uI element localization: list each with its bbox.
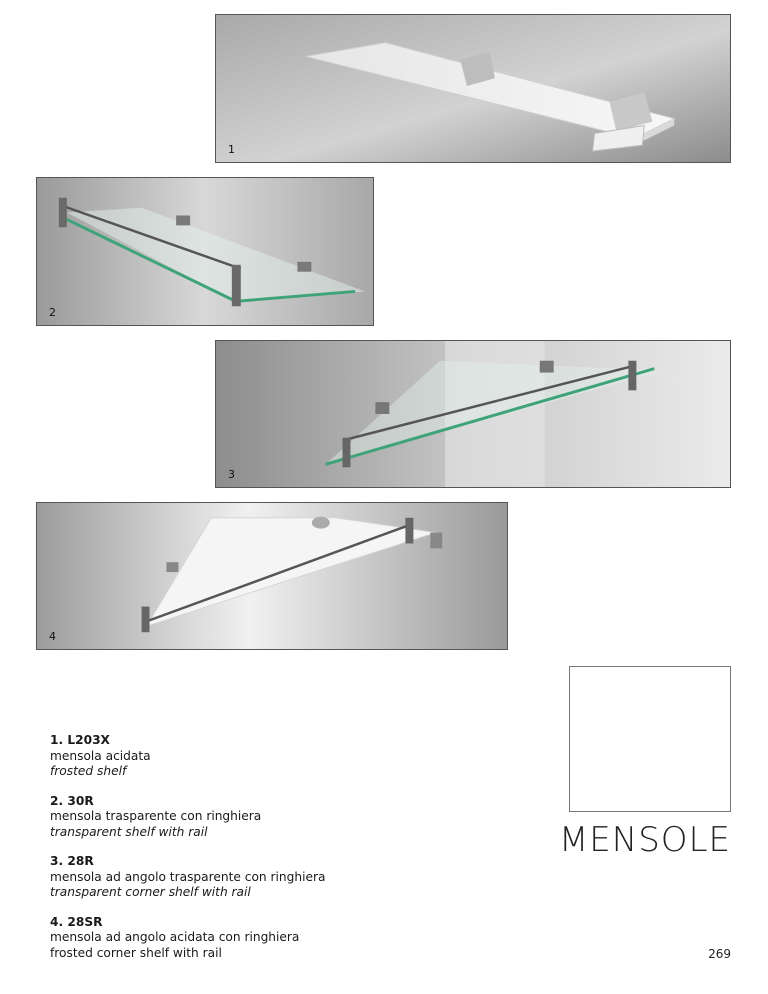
caption-italian: mensola ad angolo acidata con ringhiera bbox=[50, 930, 300, 944]
photo-frosted-shelf bbox=[215, 14, 731, 163]
caption-italian: mensola ad angolo trasparente con ringhiera bbox=[50, 869, 326, 884]
photo-transparent-shelf bbox=[36, 177, 374, 326]
transparent-corner-shelf-image bbox=[216, 341, 730, 487]
caption-code: 1. L203X bbox=[50, 733, 110, 747]
photo-frosted-corner-shelf bbox=[36, 502, 508, 650]
photo-number: 3 bbox=[228, 468, 235, 481]
photo-transparent-corner-shelf bbox=[215, 340, 731, 488]
caption-item bbox=[50, 854, 530, 901]
caption-item bbox=[50, 915, 530, 962]
page-number: 269 bbox=[708, 947, 731, 961]
photo-number: 2 bbox=[49, 306, 56, 319]
caption-item bbox=[50, 733, 530, 780]
caption-english: transparent shelf with rail bbox=[50, 824, 208, 839]
caption-code: 3. 28R bbox=[50, 854, 94, 868]
transparent-shelf-image bbox=[37, 178, 373, 325]
caption-code: 2. 30R bbox=[50, 793, 94, 808]
frosted-shelf-image bbox=[216, 15, 730, 162]
caption-english: transparent corner shelf with rail bbox=[50, 885, 251, 899]
product-captions bbox=[50, 733, 530, 975]
frosted-corner-shelf-image bbox=[37, 503, 507, 649]
section-title: MENSOLE bbox=[558, 820, 731, 860]
photo-number: 1 bbox=[228, 143, 235, 156]
caption-english: frosted shelf bbox=[50, 764, 127, 778]
caption-italian: mensola acidata bbox=[50, 748, 151, 763]
section-swatch-box bbox=[569, 666, 731, 812]
caption-english: frosted corner shelf with rail bbox=[50, 945, 222, 960]
caption-item bbox=[50, 794, 530, 841]
caption-italian: mensola trasparente con ringhiera bbox=[50, 809, 262, 823]
caption-code: 4. 28SR bbox=[50, 914, 103, 929]
photo-number: 4 bbox=[49, 630, 56, 643]
